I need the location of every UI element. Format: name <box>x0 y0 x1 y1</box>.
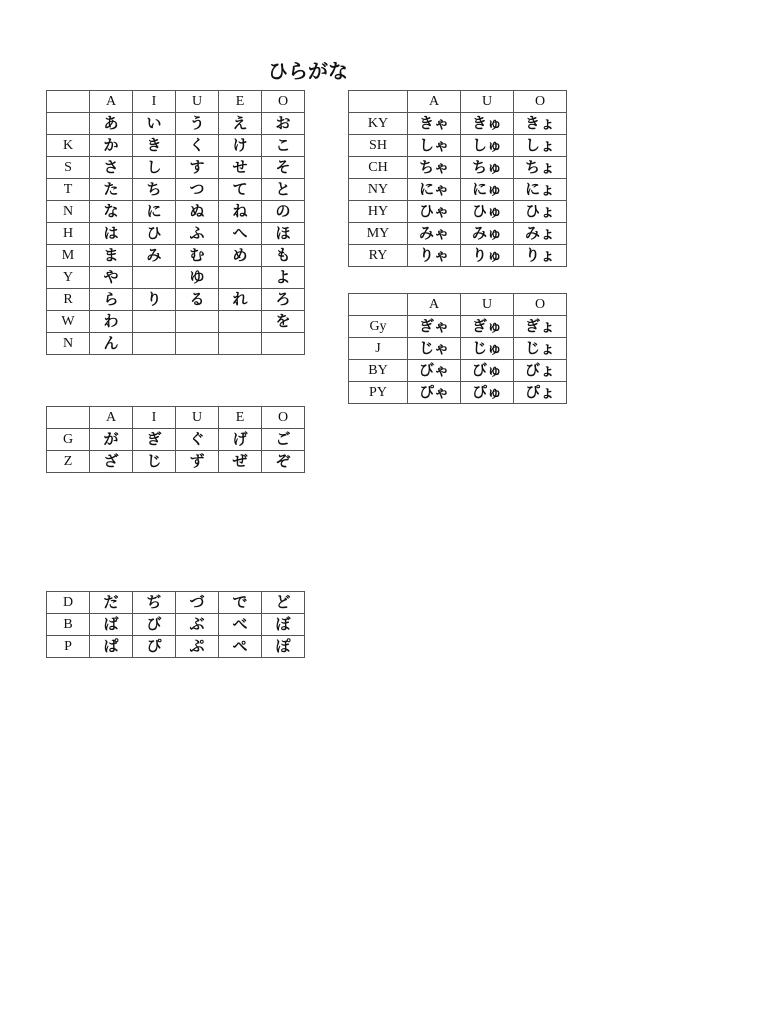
kana-cell: りゃ <box>408 245 461 267</box>
kana-cell <box>219 311 262 333</box>
kana-cell: ね <box>219 201 262 223</box>
kana-cell: の <box>262 201 305 223</box>
row-label: R <box>47 289 90 311</box>
kana-cell: い <box>133 113 176 135</box>
row-label: S <box>47 157 90 179</box>
kana-cell: も <box>262 245 305 267</box>
kana-cell: ち <box>133 179 176 201</box>
row-label: KY <box>349 113 408 135</box>
column-header: E <box>219 91 262 113</box>
row-label: Z <box>47 451 90 473</box>
kana-cell: ゆ <box>176 267 219 289</box>
kana-cell: ぎょ <box>514 316 567 338</box>
header-row <box>47 407 305 429</box>
column-header: O <box>262 407 305 429</box>
dakuten-d-b-p-table <box>46 591 305 658</box>
kana-cell: ぴゅ <box>461 382 514 404</box>
kana-cell: そ <box>262 157 305 179</box>
kana-cell: びょ <box>514 360 567 382</box>
kana-cell: じゃ <box>408 338 461 360</box>
table-row <box>349 245 567 267</box>
kana-cell: や <box>90 267 133 289</box>
kana-cell: にゅ <box>461 179 514 201</box>
table-row <box>349 360 567 382</box>
kana-cell: よ <box>262 267 305 289</box>
kana-cell <box>133 267 176 289</box>
kana-cell: りゅ <box>461 245 514 267</box>
kana-cell <box>219 267 262 289</box>
row-label: N <box>47 333 90 355</box>
header-row <box>349 294 567 316</box>
row-label: PY <box>349 382 408 404</box>
column-header: O <box>262 91 305 113</box>
kana-cell <box>262 333 305 355</box>
kana-cell: みゅ <box>461 223 514 245</box>
kana-cell: ぴ <box>133 636 176 658</box>
kana-cell: せ <box>219 157 262 179</box>
kana-cell: ぴょ <box>514 382 567 404</box>
kana-cell: じ <box>133 451 176 473</box>
table-row <box>47 179 305 201</box>
kana-cell: べ <box>219 614 262 636</box>
table-row <box>349 113 567 135</box>
kana-cell: ば <box>90 614 133 636</box>
column-header: I <box>133 91 176 113</box>
page-title: ひらがな <box>268 59 348 83</box>
table-row <box>349 382 567 404</box>
table-row <box>349 338 567 360</box>
kana-cell: きょ <box>514 113 567 135</box>
row-label: P <box>47 636 90 658</box>
row-label: B <box>47 614 90 636</box>
kana-cell: にょ <box>514 179 567 201</box>
kana-cell: びゃ <box>408 360 461 382</box>
row-label: BY <box>349 360 408 382</box>
kana-cell: け <box>219 135 262 157</box>
kana-cell: じゅ <box>461 338 514 360</box>
kana-cell: ろ <box>262 289 305 311</box>
row-label: NY <box>349 179 408 201</box>
table-row <box>47 135 305 157</box>
kana-cell: ぶ <box>176 614 219 636</box>
table-row <box>47 245 305 267</box>
kana-cell: ぎゃ <box>408 316 461 338</box>
row-label: J <box>349 338 408 360</box>
kana-cell: ちゃ <box>408 157 461 179</box>
column-header: A <box>408 294 461 316</box>
kana-cell: ら <box>90 289 133 311</box>
column-header <box>349 294 408 316</box>
kana-cell: りょ <box>514 245 567 267</box>
kana-cell: だ <box>90 592 133 614</box>
kana-cell: ひゃ <box>408 201 461 223</box>
kana-cell: ほ <box>262 223 305 245</box>
voiced-combo-hiragana-table <box>348 293 567 404</box>
kana-cell: ぞ <box>262 451 305 473</box>
table-row <box>47 289 305 311</box>
kana-cell: みゃ <box>408 223 461 245</box>
table-row <box>47 201 305 223</box>
table-row <box>47 311 305 333</box>
kana-cell: しゅ <box>461 135 514 157</box>
kana-cell: ぺ <box>219 636 262 658</box>
kana-cell <box>133 333 176 355</box>
kana-cell: こ <box>262 135 305 157</box>
table-row <box>47 113 305 135</box>
kana-cell: た <box>90 179 133 201</box>
row-label: T <box>47 179 90 201</box>
kana-cell: り <box>133 289 176 311</box>
row-label: SH <box>349 135 408 157</box>
table-row <box>47 267 305 289</box>
column-header: A <box>90 407 133 429</box>
column-header: I <box>133 407 176 429</box>
column-header: E <box>219 407 262 429</box>
row-label: MY <box>349 223 408 245</box>
table-row <box>349 179 567 201</box>
column-header: A <box>90 91 133 113</box>
table-row <box>349 201 567 223</box>
kana-cell: え <box>219 113 262 135</box>
kana-cell: ひょ <box>514 201 567 223</box>
column-header <box>47 91 90 113</box>
kana-cell: ぱ <box>90 636 133 658</box>
row-label: W <box>47 311 90 333</box>
kana-cell: わ <box>90 311 133 333</box>
kana-cell: あ <box>90 113 133 135</box>
table-row <box>349 223 567 245</box>
kana-cell: ざ <box>90 451 133 473</box>
kana-cell: び <box>133 614 176 636</box>
column-header: U <box>176 407 219 429</box>
kana-cell: か <box>90 135 133 157</box>
kana-cell: びゅ <box>461 360 514 382</box>
kana-cell: ぼ <box>262 614 305 636</box>
kana-cell: と <box>262 179 305 201</box>
kana-cell: にゃ <box>408 179 461 201</box>
table-row <box>349 316 567 338</box>
kana-cell <box>219 333 262 355</box>
kana-cell: が <box>90 429 133 451</box>
kana-cell: へ <box>219 223 262 245</box>
kana-cell: ぷ <box>176 636 219 658</box>
kana-cell: ちゅ <box>461 157 514 179</box>
kana-cell: ぴゃ <box>408 382 461 404</box>
basic-hiragana-table <box>46 90 305 355</box>
kana-cell: で <box>219 592 262 614</box>
row-label: Gy <box>349 316 408 338</box>
kana-cell: ま <box>90 245 133 267</box>
kana-cell: て <box>219 179 262 201</box>
table-row <box>349 135 567 157</box>
kana-cell: し <box>133 157 176 179</box>
kana-cell: き <box>133 135 176 157</box>
row-label: Y <box>47 267 90 289</box>
kana-cell: つ <box>176 179 219 201</box>
column-header: A <box>408 91 461 113</box>
column-header: U <box>461 294 514 316</box>
kana-cell: ぢ <box>133 592 176 614</box>
kana-cell: る <box>176 289 219 311</box>
combo-hiragana-table <box>348 90 567 267</box>
kana-cell: ちょ <box>514 157 567 179</box>
kana-cell: お <box>262 113 305 135</box>
table-row <box>47 451 305 473</box>
kana-cell: しょ <box>514 135 567 157</box>
column-header: U <box>461 91 514 113</box>
kana-cell: ご <box>262 429 305 451</box>
row-label: G <box>47 429 90 451</box>
kana-cell: み <box>133 245 176 267</box>
kana-cell: ぎ <box>133 429 176 451</box>
kana-cell: は <box>90 223 133 245</box>
kana-cell: しゃ <box>408 135 461 157</box>
table-row <box>47 614 305 636</box>
column-header: O <box>514 294 567 316</box>
table-row <box>47 636 305 658</box>
kana-cell: さ <box>90 157 133 179</box>
table-row <box>47 592 305 614</box>
column-header <box>349 91 408 113</box>
kana-cell: を <box>262 311 305 333</box>
column-header: U <box>176 91 219 113</box>
kana-cell: じょ <box>514 338 567 360</box>
row-label: N <box>47 201 90 223</box>
kana-cell: ぽ <box>262 636 305 658</box>
kana-cell: きゅ <box>461 113 514 135</box>
kana-cell: に <box>133 201 176 223</box>
kana-cell: ぬ <box>176 201 219 223</box>
column-header <box>47 407 90 429</box>
table-row <box>47 429 305 451</box>
kana-cell: みょ <box>514 223 567 245</box>
table-row <box>47 157 305 179</box>
kana-cell: ふ <box>176 223 219 245</box>
row-label: HY <box>349 201 408 223</box>
table-row <box>47 223 305 245</box>
table-row <box>349 157 567 179</box>
kana-cell: ん <box>90 333 133 355</box>
kana-cell: ず <box>176 451 219 473</box>
kana-cell: う <box>176 113 219 135</box>
kana-cell: な <box>90 201 133 223</box>
row-label: RY <box>349 245 408 267</box>
kana-cell: ひゅ <box>461 201 514 223</box>
kana-cell: づ <box>176 592 219 614</box>
kana-cell: く <box>176 135 219 157</box>
kana-cell: れ <box>219 289 262 311</box>
kana-cell: ぎゅ <box>461 316 514 338</box>
row-label <box>47 113 90 135</box>
kana-cell <box>133 311 176 333</box>
header-row <box>349 91 567 113</box>
column-header: O <box>514 91 567 113</box>
kana-cell: む <box>176 245 219 267</box>
row-label: CH <box>349 157 408 179</box>
table-row <box>47 333 305 355</box>
kana-cell: ひ <box>133 223 176 245</box>
row-label: D <box>47 592 90 614</box>
kana-cell: げ <box>219 429 262 451</box>
row-label: H <box>47 223 90 245</box>
kana-cell: す <box>176 157 219 179</box>
kana-cell: きゃ <box>408 113 461 135</box>
row-label: K <box>47 135 90 157</box>
kana-cell: め <box>219 245 262 267</box>
dakuten-g-z-table <box>46 406 305 473</box>
row-label: M <box>47 245 90 267</box>
kana-cell: ぜ <box>219 451 262 473</box>
kana-cell: ぐ <box>176 429 219 451</box>
kana-cell <box>176 333 219 355</box>
header-row <box>47 91 305 113</box>
kana-cell <box>176 311 219 333</box>
kana-cell: ど <box>262 592 305 614</box>
